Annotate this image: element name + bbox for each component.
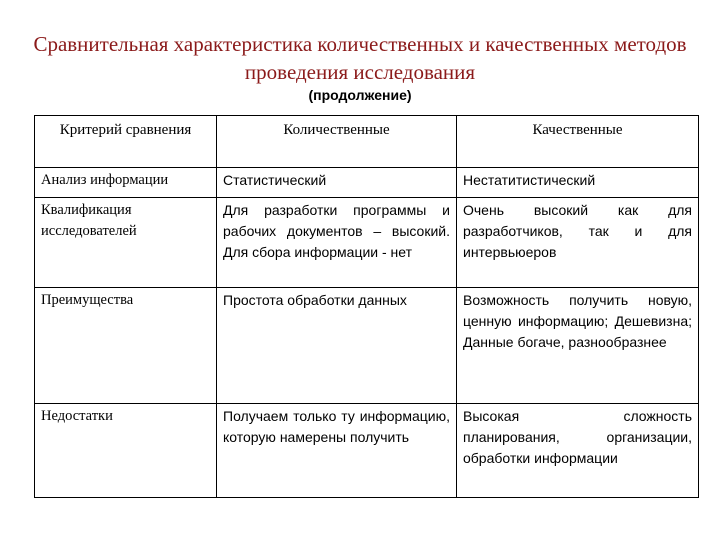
comparison-table: [34, 115, 699, 498]
quantitative-cell: Статистический: [217, 168, 457, 198]
table-header-row: [35, 116, 699, 168]
criterion-cell: Недостатки: [35, 404, 217, 498]
qualitative-cell: Очень высокий как для разработчиков, так и для интервьюеров: [457, 198, 699, 288]
table-row: [35, 404, 699, 498]
quantitative-cell: Простота обработки данных: [217, 288, 457, 404]
table-row: [35, 168, 699, 198]
table-row: [35, 288, 699, 404]
header-qualitative: Качественные: [457, 116, 699, 168]
criterion-cell: Преимущества: [35, 288, 217, 404]
slide-title: Сравнительная характеристика количественных и качественных методов проведения исследования: [33, 32, 687, 84]
slide-subtitle: (продолжение): [308, 87, 412, 103]
header-quantitative: Количественные: [217, 116, 457, 168]
quantitative-cell: Получаем только ту информацию, которую намерены получить: [217, 404, 457, 498]
table-row: [35, 198, 699, 288]
criterion-cell: Квалификация исследователей: [35, 198, 217, 288]
header-criterion: Критерий сравнения: [35, 116, 217, 168]
qualitative-cell: Возможность получить новую, ценную информацию; Дешевизна; Данные богаче, разнообразнее: [457, 288, 699, 404]
qualitative-cell: Нестатитистический: [457, 168, 699, 198]
criterion-cell: Анализ информации: [35, 168, 217, 198]
quantitative-cell: Для разработки программы и рабочих документов – высокий. Для сбора информации - нет: [217, 198, 457, 288]
qualitative-cell: Высокая сложность планирования, организации, обработки информации: [457, 404, 699, 498]
